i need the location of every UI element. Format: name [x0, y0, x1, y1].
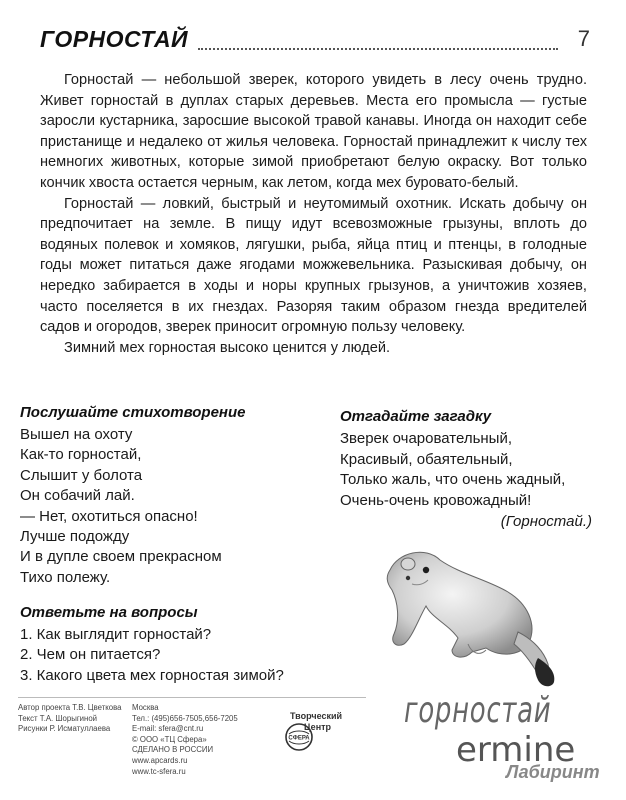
- riddle-line: Зверек очаровательный,: [340, 430, 513, 447]
- question-item: 2. Чем он питается?: [20, 646, 161, 664]
- riddle-line: Только жаль, что очень жадный,: [340, 471, 566, 489]
- riddle-section: [340, 408, 610, 533]
- poem-line: Слышит у болота: [20, 466, 143, 484]
- publisher-line: Центр: [304, 722, 332, 732]
- contact-line: E-mail: sfera@cnt.ru: [132, 724, 204, 734]
- publisher-logo-text: СФЕРА: [288, 735, 310, 742]
- credit-line: Текст Т.А. Шорыгиной: [18, 713, 98, 723]
- contact-line: Тел.: (495)656-7505,656-7205: [132, 713, 238, 723]
- question-item: 3. Какого цвета мех горностая зимой?: [20, 666, 284, 684]
- question-item: 1. Как выглядит горностай?: [20, 626, 212, 643]
- page-number: 7: [577, 26, 590, 51]
- poem-line: И в дупле своем прекрасном: [20, 548, 222, 566]
- word-russian: горностай: [404, 690, 552, 731]
- riddle-heading: Отгадайте загадку: [340, 408, 492, 425]
- questions-heading: Ответьте на вопросы: [20, 604, 198, 621]
- riddle-line: Красивый, обаятельный,: [340, 450, 513, 468]
- body-text: [40, 70, 587, 358]
- contact-line: www.tc-sfera.ru: [132, 766, 186, 776]
- poem-line: Вышел на охоту: [20, 426, 133, 443]
- poem-heading: Послушайте стихотворение: [20, 404, 246, 421]
- contact-line: © ООО «ТЦ Сфера»: [132, 734, 207, 744]
- publisher-line: Творческий: [290, 711, 343, 721]
- paragraph: Горностай — ловкий, быстрый и неутомимый охотник. Искать добычу он предпочитает на земле. В пищу идут всевозможные грызуны, вплоть до водяных полевок и хомяков, лягушки, рыба, яйца птиц и птенцы, в голодные годы может питаться даже ягодами можжевельника. Разыскивая добычу, он нередко забирается в ходы и норы крупных грызунов, а уничтожив хозяев, часто поселяется в их гнездах. Разоряя таким образом гнезда вредителей садов и огородов, зверек приносит огромную пользу человеку.: [40, 195, 587, 336]
- poem-line: Как-то горностай,: [20, 446, 142, 464]
- footer-credits: [18, 703, 122, 735]
- poem-line: Он собачий лай.: [20, 487, 135, 505]
- word-english: ermine: [456, 730, 576, 770]
- ermine-illustration: [368, 540, 568, 690]
- riddle-line: Очень-очень кровожадный!: [340, 491, 532, 509]
- credit-line: Рисунки Р. Исматуллаева: [18, 724, 111, 734]
- page-title: ГОРНОСТАЙ: [40, 26, 189, 52]
- page-header: [40, 26, 600, 56]
- credit-line: Автор проекта Т.В. Цветкова: [18, 703, 122, 712]
- poem-line: — Нет, охотиться опасно!: [20, 507, 198, 525]
- footer-contacts: [132, 703, 238, 777]
- watermark: Лабиринт: [506, 762, 600, 782]
- publisher-logo-icon: [284, 722, 314, 752]
- contact-line: СДЕЛАНО В РОССИИ: [132, 745, 214, 755]
- riddle-answer: (Горностай.): [500, 513, 592, 531]
- contact-line: Москва: [132, 703, 159, 712]
- poem-line: Лучше подожду: [20, 528, 130, 546]
- poem-section: [20, 404, 310, 588]
- questions-section: [20, 604, 340, 686]
- footer-divider: [18, 697, 366, 698]
- contact-line: www.apcards.ru: [132, 755, 188, 765]
- paragraph: Горностай — небольшой зверек, которого увидеть в лесу очень трудно. Живет горностай в дуплах старых деревьев. Места его промысла — густые заросли кустарника, заросшие высокой травой канавы. Иногда он находит себе пристанище и недалеко от жилья человека. Горностай принадлежит к числу тех немногих животных, которые зимой приобретают белую окраску. Вот только кончик хвоста остается черным, как летом, когда мех буровато-белый.: [40, 72, 587, 191]
- dotted-leader: [198, 42, 558, 50]
- poem-line: Тихо полежу.: [20, 568, 111, 586]
- paragraph: Зимний мех горностая высоко ценится у людей.: [64, 339, 391, 356]
